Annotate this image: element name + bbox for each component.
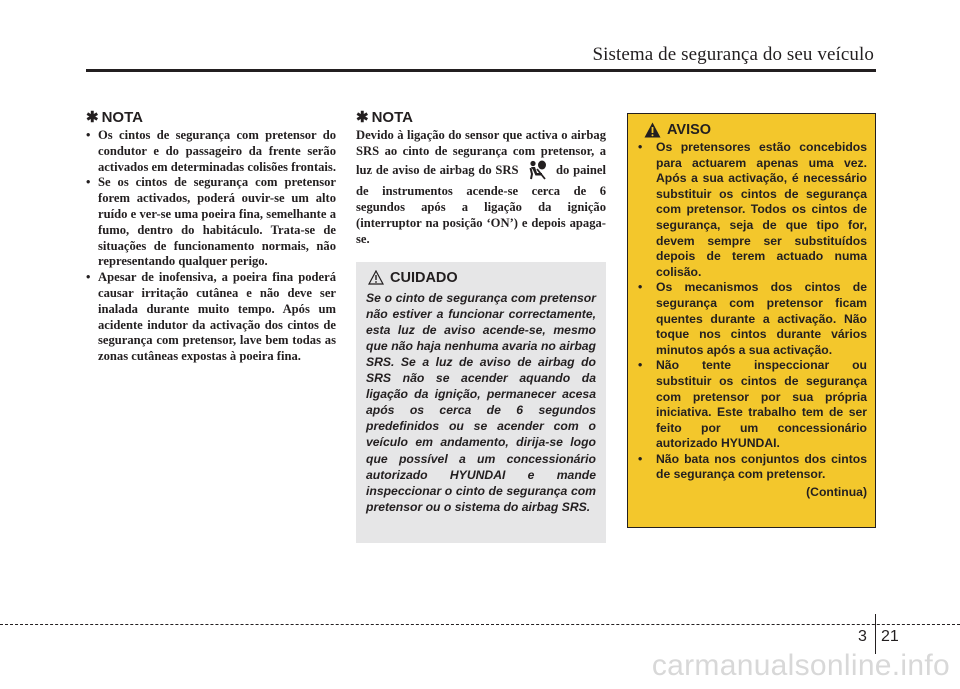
continued-label: (Continua): [806, 485, 867, 500]
note-list: [86, 128, 336, 365]
caution-box: [356, 262, 606, 543]
note-heading: [356, 108, 606, 126]
bullet-icon: •: [86, 128, 91, 142]
list-item: • Não tente inspeccionar ou substituir os cintos de segurança com pretensor por sua própria iniciativa. Este trabalho tem de ser feito por um concessionário autorizado HYUNDAI.: [638, 358, 867, 451]
header-divider: [86, 69, 876, 72]
asterisk-icon: ✱: [86, 109, 99, 126]
list-item: • Se os cintos de segurança com pretensor forem activados, poderá ouvir-se um alto ruído e ver-se uma poeira fina, semelhante a fumo, dentro do habitáculo. Trata-se de situações de funcionamento normais, não representando qualquer perigo.: [86, 175, 336, 269]
note-column-2: [356, 108, 606, 543]
section-title: Sistema de segurança do seu veículo: [592, 44, 874, 65]
bullet-icon: •: [638, 140, 643, 154]
note-heading-label: NOTA: [371, 108, 413, 126]
bullet-icon: •: [86, 175, 91, 190]
caution-text: Se o cinto de segurança com pretensor não estiver a funcionar correctamente, esta luz de aviso acende-se, mesmo que não haja nenhuma avaria no airbag SRS. Se a luz de aviso de airbag do SRS não se acender aquando da ligação da ignição, permanecer acesa após os cerca de 6 segundos predefinidos ou se acender com o veículo em andamento, dirija-se logo que possível a um concessionário autorizado HYUNDAI e mande inspeccionar o cinto de segurança com pretensor ou o sistema do airbag SRS.: [366, 290, 596, 514]
bullet-icon: •: [638, 280, 643, 295]
bullet-icon: •: [638, 451, 643, 466]
page-number-divider: [875, 614, 876, 654]
list-item: • Os cintos de segurança com pretensor do condutor e do passageiro da frente serão activados em determinadas colisões frontais.: [86, 128, 336, 174]
footer-divider: [0, 624, 960, 625]
watermark: carmanualsonline.info: [651, 649, 950, 682]
list-item: • Apesar de inofensiva, a poeira fina poderá causar irritação cutânea e não deve ser inalada durante muito tempo. Após um acidente indutor da activação dos cintos de segurança com pretensor, lave bem todas as zonas cutâneas expostas à poeira fina.: [86, 270, 336, 364]
chapter-number: 3: [858, 628, 867, 645]
note-paragraph: Devido à ligação do sensor que activa o airbag SRS ao cinto de segurança com pretensor, a luz de aviso de airbag do SRS do painel de instrumentos acende-se cerca de 6 segundos após a ligação da ignição (interruptor na posição ‘ON’) e depois apaga-se.: [356, 128, 606, 246]
list-item: • Os pretensores estão concebidos para actuarem apenas uma vez. Após a sua activação, é necessário substituir os cintos de segurança com pretensor. Todos os cintos de segurança, seja de que tipo for, devem sempre ser substituídos depois de terem actuado numa colisão.: [638, 140, 867, 279]
airbag-warning-icon: [526, 160, 548, 185]
bullet-icon: •: [86, 270, 91, 285]
warning-list: [636, 140, 867, 483]
list-item: • Não bata nos conjuntos dos cintos de segurança com pretensor.: [638, 451, 867, 482]
page-number: 21: [881, 628, 899, 645]
caution-triangle-icon: [368, 270, 384, 285]
warning-box: [627, 113, 876, 528]
note-heading: [86, 108, 336, 126]
bullet-icon: •: [638, 358, 643, 373]
warning-title: AVISO: [667, 122, 712, 138]
note-heading-label: NOTA: [101, 108, 143, 126]
note-column-1: [86, 108, 336, 365]
caution-title: CUIDADO: [390, 269, 458, 286]
list-item: • Os mecanismos dos cintos de segurança com pretensor ficam quentes durante a activação. Não toque nos cintos durante vários minutos após a sua activação.: [638, 280, 867, 357]
warning-triangle-icon: [644, 122, 661, 138]
warning-column: [627, 113, 876, 528]
warning-heading: [644, 122, 867, 138]
asterisk-icon: ✱: [356, 109, 369, 126]
caution-heading: [368, 270, 596, 286]
